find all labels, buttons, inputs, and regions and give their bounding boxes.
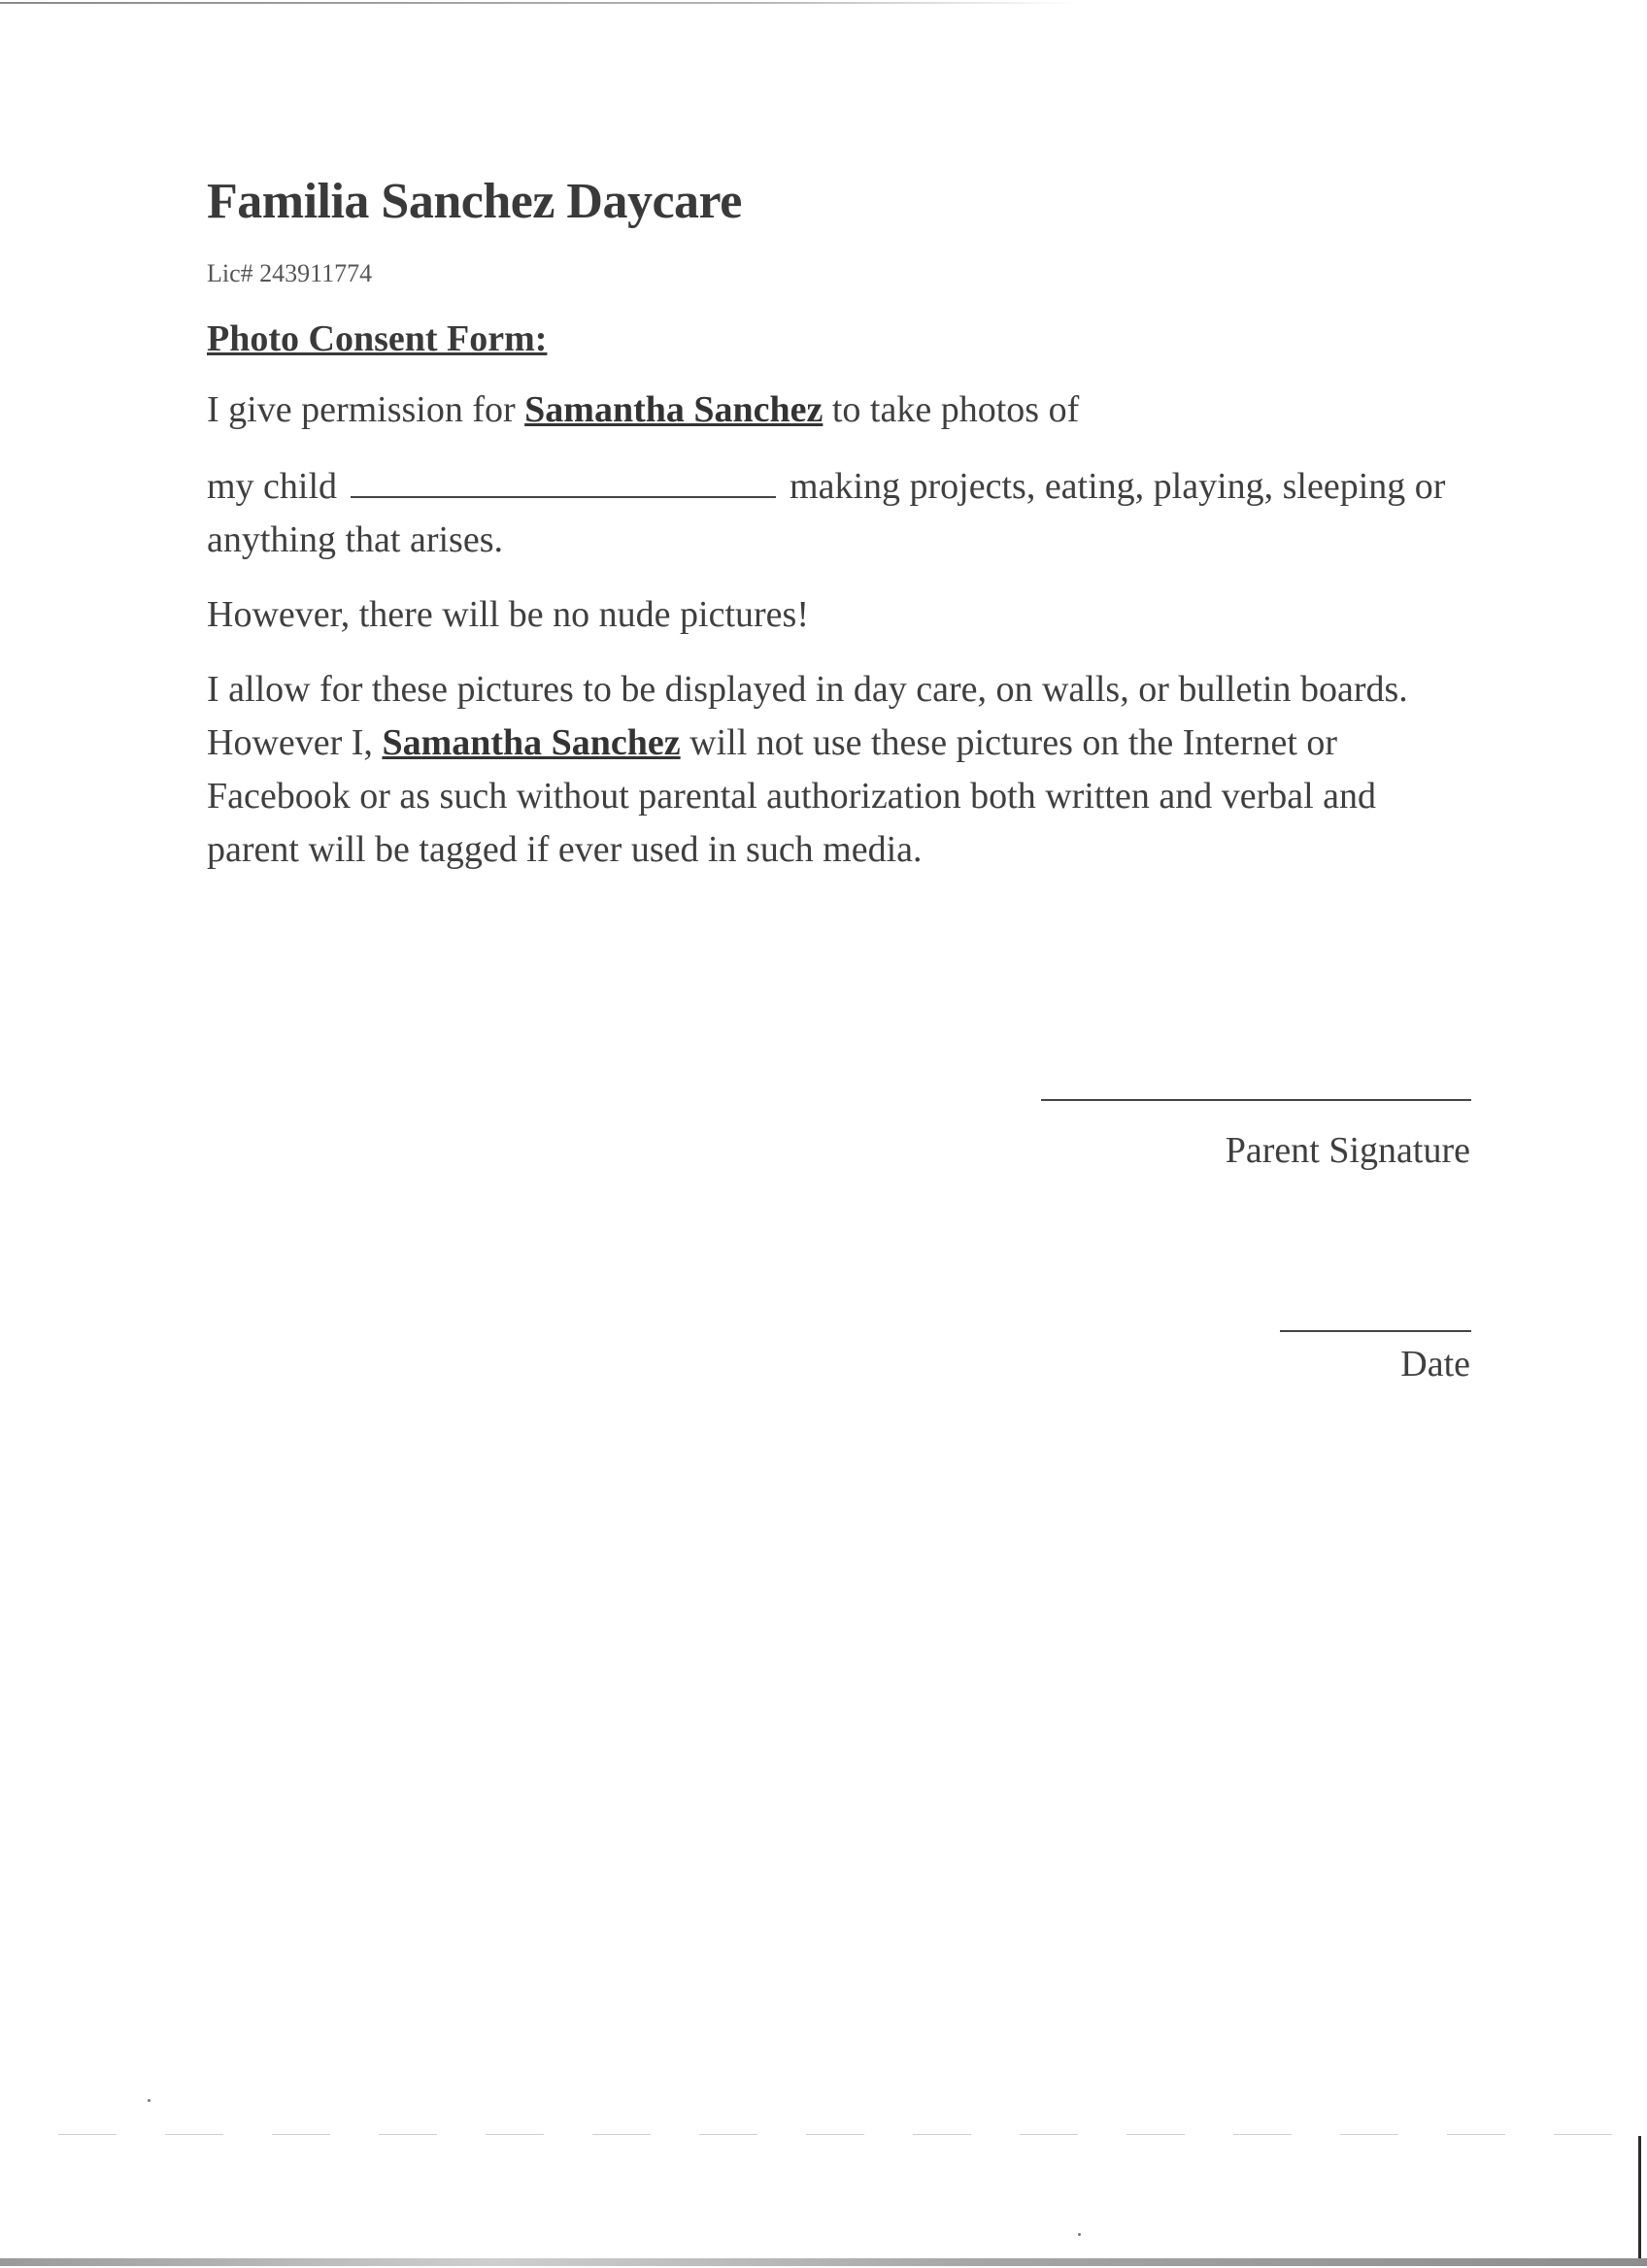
signature-line[interactable]: [1041, 1099, 1471, 1101]
display-text-after: will not use these pictures on the Internet or Facebook or as such without parental authorization both written and verbal and parent will be tagged if ever used in such media.: [207, 722, 1377, 870]
signature-label: Parent Signature: [1225, 1130, 1470, 1171]
child-paragraph: [207, 460, 1469, 567]
provider-name: Samantha Sanchez: [382, 722, 681, 763]
scan-edge-top: [0, 2, 1078, 4]
scan-faint-line: [58, 2134, 1631, 2135]
display-paragraph: [207, 663, 1469, 877]
child-name-blank[interactable]: [351, 467, 776, 498]
permission-text-after: to take photos of: [823, 389, 1080, 430]
no-nude-paragraph: However, there will be no nude pictures!: [207, 594, 809, 635]
scan-speck: [148, 2099, 151, 2102]
provider-name: Samantha Sanchez: [524, 389, 824, 430]
date-label: Date: [1400, 1344, 1470, 1384]
license-number: Lic# 243911774: [207, 259, 373, 287]
form-heading: Photo Consent Form:: [207, 318, 548, 359]
child-text-before: my child: [207, 466, 338, 507]
daycare-title: Familia Sanchez Daycare: [207, 174, 742, 229]
display-text-before: I allow for these pictures to be displayed in day care, on walls, or bulletin boards. However I,: [207, 669, 1408, 763]
scan-speck: [1078, 2233, 1081, 2236]
child-text-after: making projects, eating, playing, sleeping or anything that arises.: [207, 466, 1446, 560]
scan-edge-bottom: [0, 2258, 1647, 2266]
scan-edge-right: [1638, 2136, 1641, 2262]
date-line[interactable]: [1280, 1330, 1471, 1332]
permission-text-before: I give permission for: [207, 389, 525, 430]
document-body: [207, 173, 1469, 877]
permission-paragraph: [207, 384, 1469, 437]
